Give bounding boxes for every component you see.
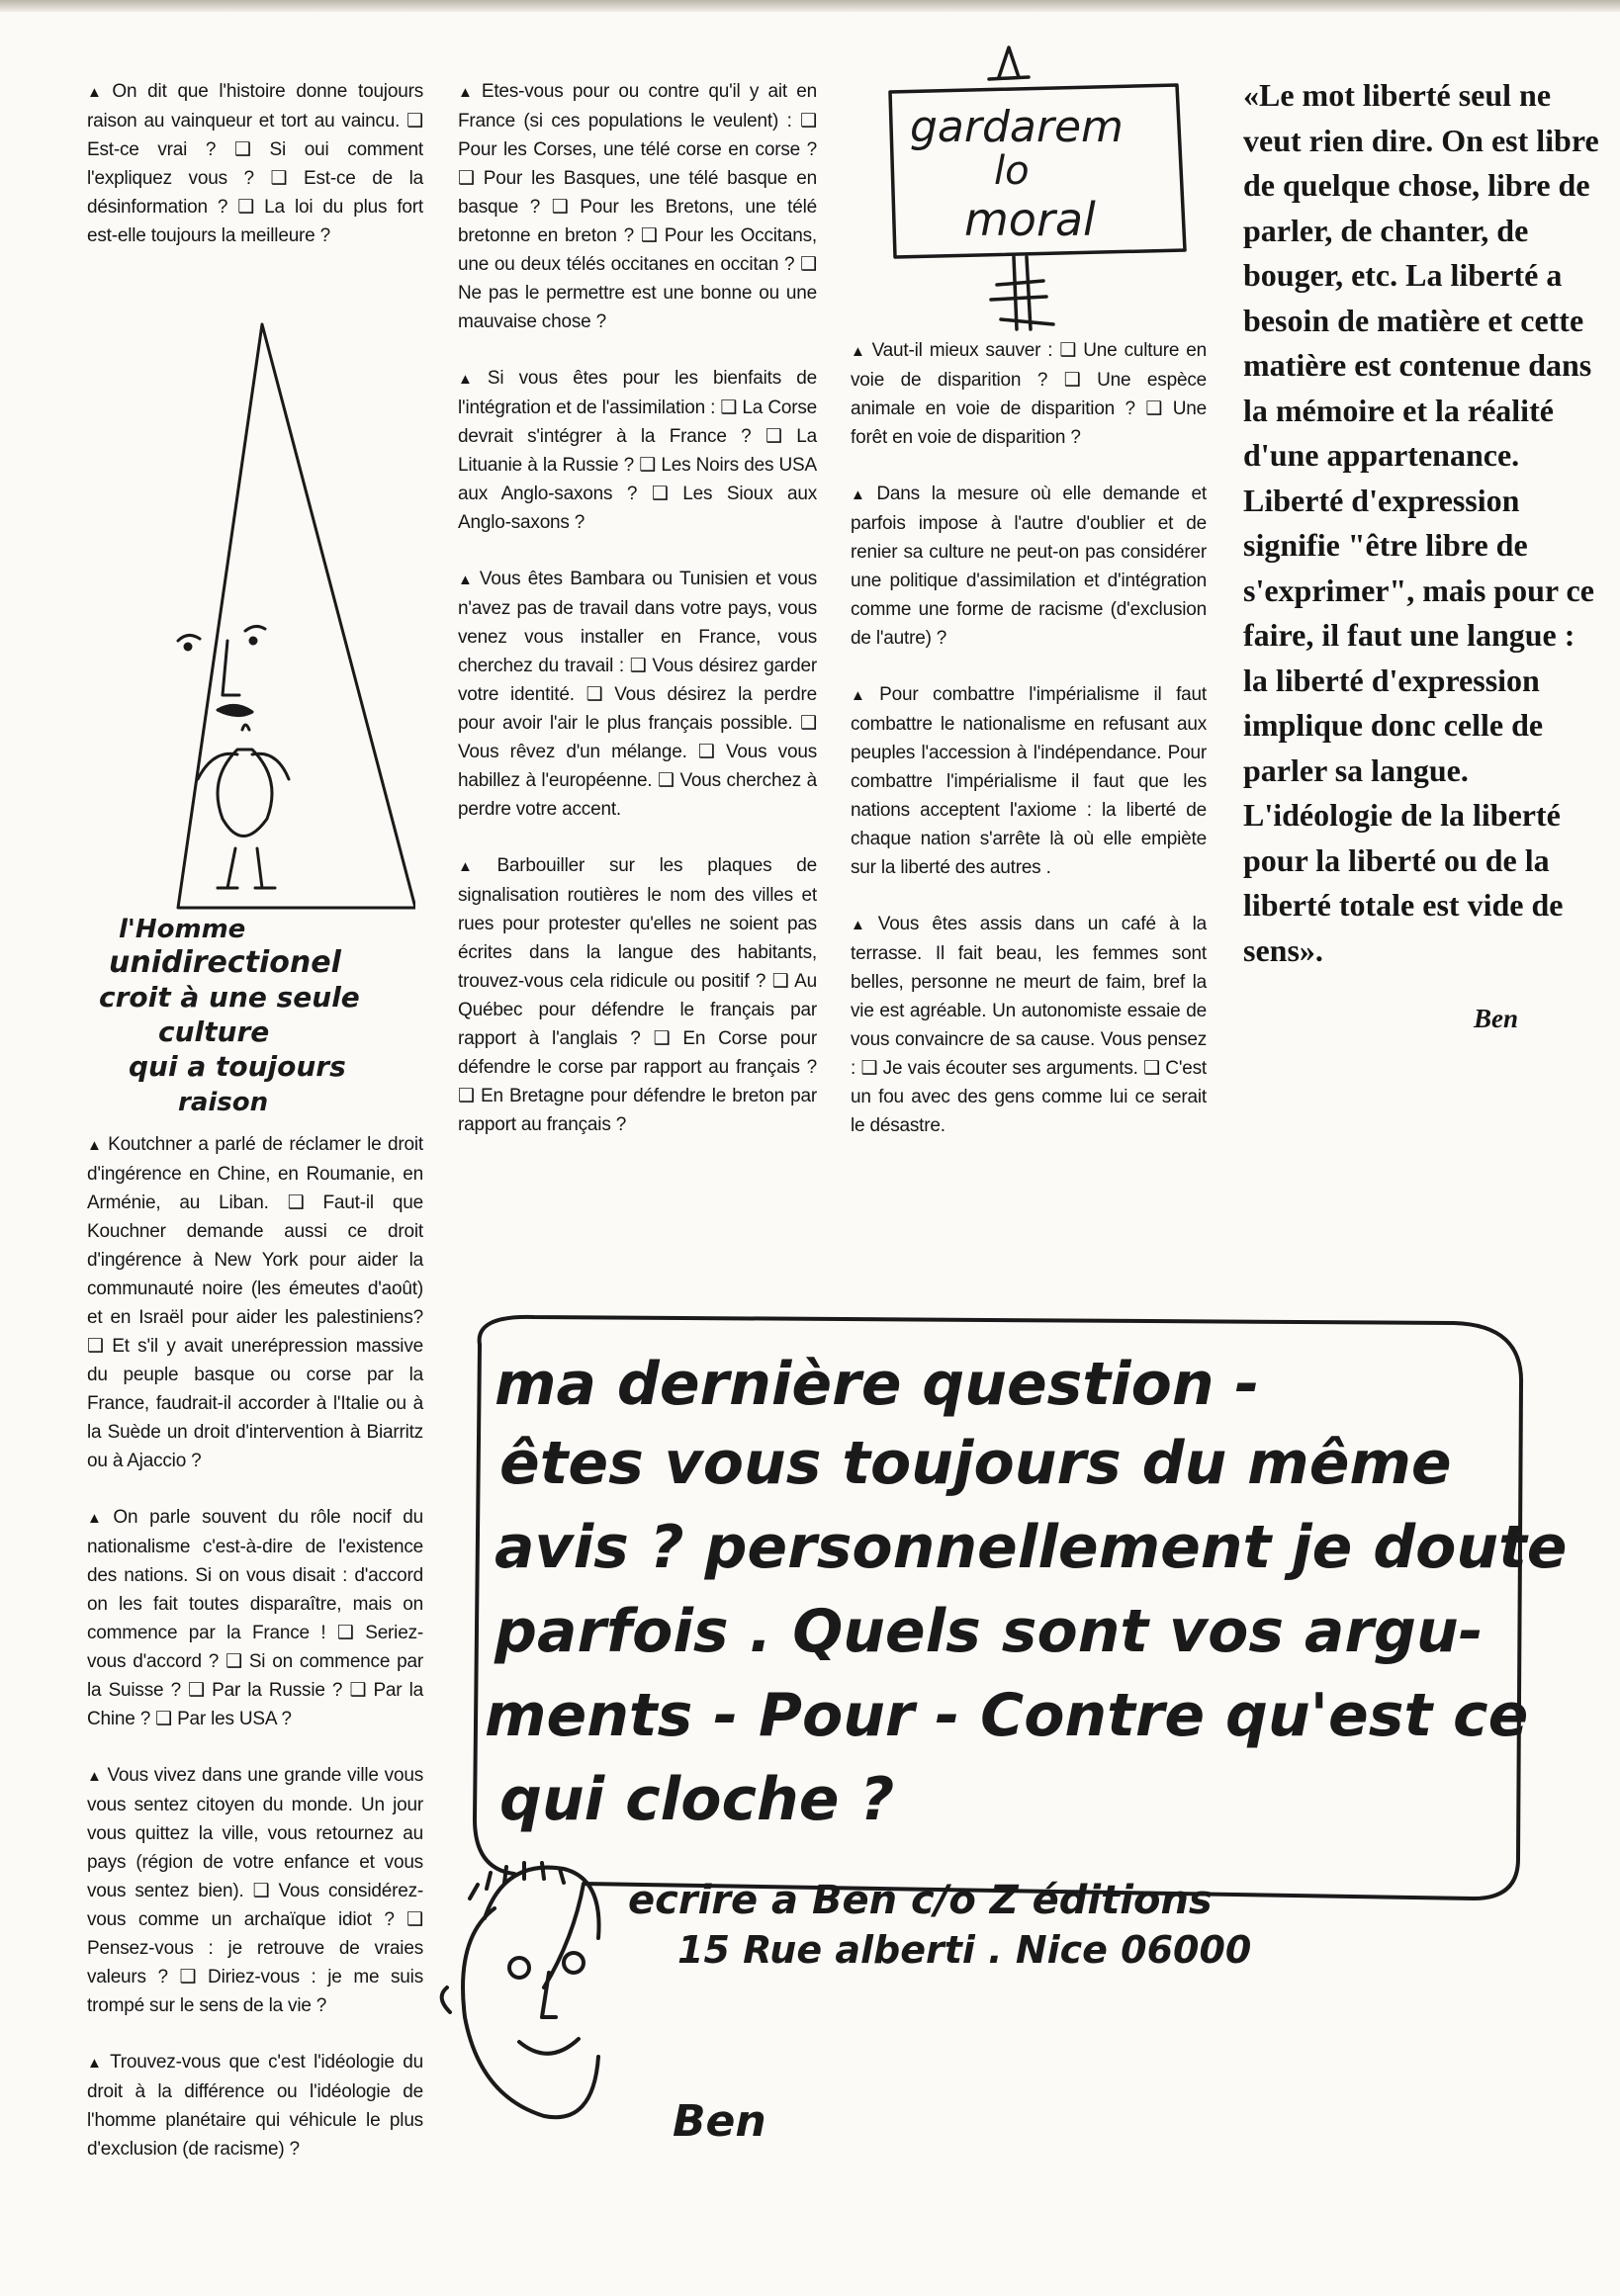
bubble-text-line: ments - Pour - Contre qu'est ce [485, 1681, 1529, 1750]
question-paragraph: ▲ Vaut-il mieux sauver : ❑ Une culture en voie de disparition ? ❑ Une espèce animale en voie de disparition ? ❑ Une forêt en voie de disparition ? [851, 340, 1207, 448]
triangle-bullet-icon: ▲ [851, 917, 873, 933]
triangle-bullet-icon: ▲ [87, 1510, 109, 1527]
sign-text-line: lo [994, 148, 1030, 194]
sign-text-line: moral [964, 193, 1096, 246]
bubble-text-line: qui cloche ? [499, 1765, 895, 1834]
protest-sign-drawing [870, 38, 1197, 334]
triangle-bullet-icon: ▲ [458, 572, 475, 588]
question-paragraph: ▲ Vous êtes Bambara ou Tunisien et vous n'avez pas de travail dans votre pays, vous venez vous installer en France, vous cherchez du travail : ❑ Vous désirez garder votre identité. ❑ Vous désirez la perdre pour avoir l'air le plus français possible. ❑ Vous rêvez d'un mélange. ❑ Vous vous habillez à l'européenne. ❑ Vous cherchez à perdre votre accent. [458, 569, 817, 820]
question-paragraph: ▲ Barbouiller sur les plaques de signalisation routières le nom des villes et rues pour protester qu'elles ne soient pas écrites dans la langue des habitants, trouvez-vous cela ridicule ou positif ? ❑ Au Québec pour défendre le français par rapport à l'anglais ? ❑ En Corse pour défendre le corse par rapport au français ? ❑ En Bretagne pour défendre le breton par rapport au français ? [458, 855, 817, 1135]
signature: Ben [673, 2096, 766, 2147]
question-paragraph: ▲ Pour combattre l'impérialisme il faut combattre le nationalisme en refusant aux peuples l'accession à l'indépendance. Pour combattre l'impérialisme il faut que les nations acceptent l'axiome : la liberté de chaque nation s'arrête là où elle empiète sur la liberté des autres . [851, 684, 1207, 878]
triangle-bullet-icon: ▲ [851, 687, 875, 704]
question-paragraph: ▲ Trouvez-vous que c'est l'idéologie du droit à la différence ou l'idéologie de l'homme planétaire qui véhicule le plus d'exclusion (de racisme) ? [87, 2052, 424, 2160]
triangle-bullet-icon: ▲ [87, 84, 108, 101]
speech-bubble-drawing [425, 1305, 1592, 2195]
page-top-edge [0, 0, 1620, 12]
triangle-bullet-icon: ▲ [458, 858, 493, 875]
column-1-top [87, 77, 423, 278]
bubble-address-line: 15 Rue alberti . Nice 06000 [677, 1928, 1252, 1972]
question-paragraph: ▲ On dit que l'histoire donne toujours raison au vainqueur et tort au vaincu. ❑ Est-ce vrai ? ❑ Si oui comment l'expliquez vous ? ❑ Est-ce de la désinformation ? ❑ La loi du plus fort est-elle toujours la meilleure ? [87, 81, 423, 246]
triangle-bullet-icon: ▲ [458, 371, 483, 388]
bubble-text-line: êtes vous toujours du même [499, 1429, 1452, 1498]
triangle-bullet-icon: ▲ [851, 486, 872, 503]
question-paragraph: ▲ Dans la mesure où elle demande et parfois impose à l'autre d'oublier et de renier sa culture ne peut-on pas considérer une politique d'assimilation et d'intégration comme une forme de racisme (d'exclusion de l'autre) ? [851, 484, 1207, 649]
bubble-text-line: ma dernière question - [495, 1350, 1260, 1419]
cone-figure-drawing [79, 314, 415, 1125]
question-paragraph: ▲ Vous vivez dans une grande ville vous vous sentez citoyen du monde. Un jour vous quittez la ville, vous retournez au pays (région de votre enfance et vous vous sentez bien). ❑ Vous considérez-vous comme un archaïque idiot ? ❑ Pensez-vous : je retrouve de vraies valeurs ? ❑ Diriez-vous : je me suis trompé sur le sens de la vie ? [87, 1765, 423, 2016]
pull-quote: «Le mot liberté seul ne veut rien dire. On est libre de quelque chose, libre de parler, de chanter, de bouger, etc. La liberté a besoin de matière et cette matière est contenue dans la mémoire et la réalité d'une appartenance. Liberté d'expression signifie "être libre de s'exprimer", mais pour ce faire, il faut une langue : la liberté d'expression implique donc celle de parler sa langue. L'idéologie de la liberté pour la liberté ou de la liberté totale est vide de sens». [1243, 77, 1599, 968]
triangle-bullet-icon: ▲ [87, 1137, 104, 1154]
question-paragraph: ▲ Koutchner a parlé de réclamer le droit d'ingérence en Chine, en Roumanie, en Arménie, au Liban. ❑ Faut-il que Kouchner demande aussi ce droit d'ingérence à New York pour aider la communauté noire (les émeutes d'août) et en Israël pour aider les palestiniens? ❑ Et s'il y avait unerépression massive du peuple basque ou corse par la France, faudrait-il accorder à l'Italie ou à la Suède un droit d'intervention à Biarritz ou à Ajaccio ? [87, 1134, 423, 1471]
column-3 [851, 336, 1207, 1168]
column-2 [458, 77, 817, 1167]
bubble-text-line: parfois . Quels sont vos argu- [495, 1597, 1484, 1666]
cone-caption-line: culture [158, 1016, 270, 1048]
triangle-bullet-icon: ▲ [851, 343, 867, 360]
cone-caption-line: raison [178, 1088, 269, 1117]
cone-caption-line: qui a toujours [129, 1050, 346, 1083]
cone-caption-line: unidirectionel [109, 945, 341, 980]
sign-text-line: gardarem [910, 102, 1124, 152]
column-1-bottom [87, 1130, 423, 2191]
cone-caption-line: croit à une seule [99, 981, 360, 1014]
triangle-bullet-icon: ▲ [458, 84, 477, 101]
question-paragraph: ▲ On parle souvent du rôle nocif du nationalisme c'est-à-dire de l'existence des nations. Si on vous disait : d'accord on les fait toutes disparaître, mais on commence par la France ! ❑ Seriez-vous d'accord ? ❑ Si on commence par la Suisse ? ❑ Par la Russie ? ❑ Par la Chine ? ❑ Par les USA ? [87, 1507, 423, 1729]
question-paragraph: ▲ Etes-vous pour ou contre qu'il y ait en France (si ces populations le veulent) : ❑ Pour les Corses, une télé corse en corse ? ❑ Pour les Basques, une télé basque en basque ? ❑ Pour les Bretons, une télé bretonne en breton ? ❑ Pour les Occitans, une ou deux télés occitanes en occitan ? ❑ Ne pas le permettre est une bonne ou une mauvaise chose ? [458, 81, 817, 332]
bubble-address-line: ecrire a Ben c/o Z éditions [628, 1878, 1213, 1923]
triangle-bullet-icon: ▲ [87, 1768, 103, 1785]
quote-author: Ben [1474, 1004, 1519, 1033]
bubble-text-line: avis ? personnellement je doute [495, 1513, 1568, 1582]
triangle-bullet-icon: ▲ [87, 2055, 106, 2072]
question-paragraph: ▲ Si vous êtes pour les bienfaits de l'intégration et de l'assimilation : ❑ La Corse devrait s'intégrer à la France ? ❑ La Lituanie à la Russie ? ❑ Les Noirs des USA aux Anglo-saxons ? ❑ Les Sioux aux Anglo-saxons ? [458, 368, 817, 533]
question-paragraph: ▲ Vous êtes assis dans un café à la terrasse. Il fait beau, les femmes sont belles, personne ne meurt de faim, bref la vie est agréable. Un autonomiste essaie de vous convaincre de sa cause. Vous pensez : ❑ Je vais écouter ses arguments. ❑ C'est un fou avec des gens comme lui ce serait le désastre. [851, 914, 1207, 1136]
cone-caption-line: l'Homme [119, 915, 246, 944]
